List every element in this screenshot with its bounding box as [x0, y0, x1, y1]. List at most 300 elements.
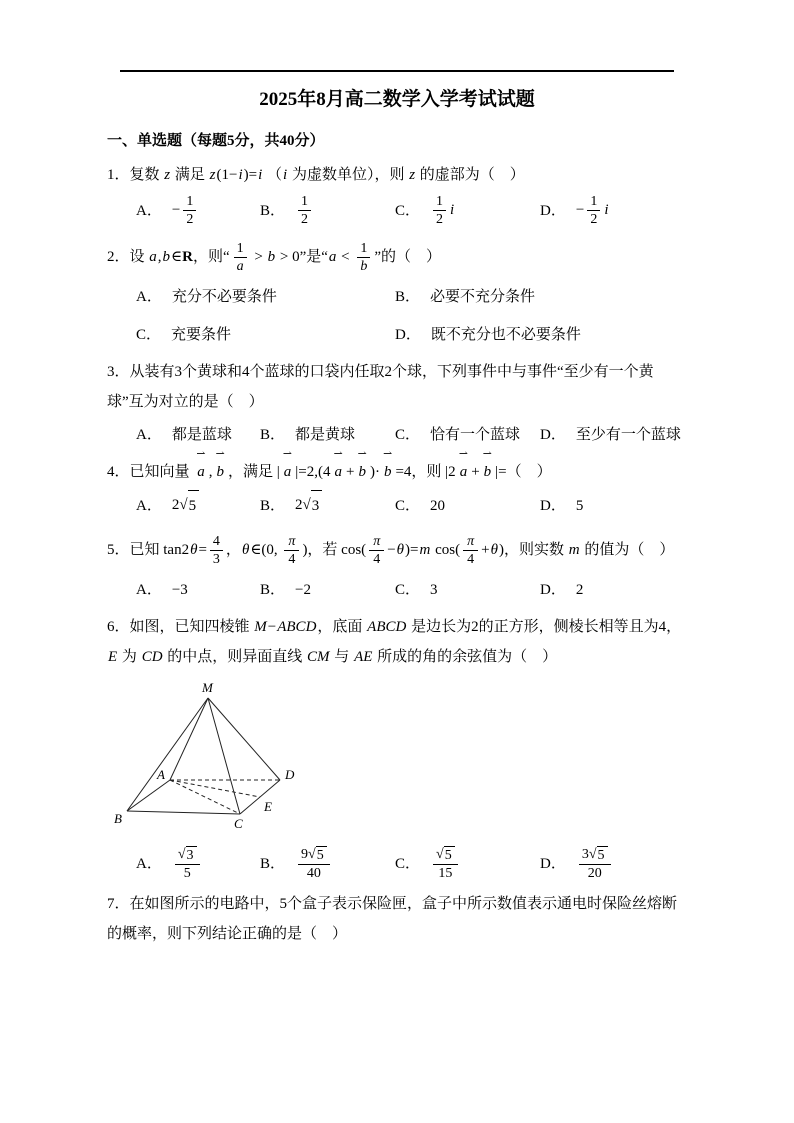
option-label: C． [395, 427, 421, 443]
math-variable: AE [354, 649, 373, 665]
option-value [430, 575, 438, 605]
fraction-numerator [234, 240, 247, 258]
math-variable: b [383, 464, 392, 480]
math-variable: θ [190, 542, 198, 558]
option-value [295, 420, 355, 450]
text-run: 1 [436, 194, 444, 209]
question-3-option-b [260, 420, 395, 450]
option-label: B． [260, 856, 286, 872]
question-6-option-c [395, 846, 540, 882]
square-root [303, 490, 323, 521]
fraction-numerator [369, 533, 384, 551]
text-run: )= [243, 167, 258, 183]
math-variable: i [238, 167, 243, 183]
fraction [433, 846, 458, 882]
text-run: 为虚数单位），则 [288, 167, 409, 183]
math-variable: b [483, 464, 492, 480]
text-run: 至少有一个蓝球 [575, 427, 681, 443]
option-label: C． [395, 582, 421, 598]
option-value [431, 320, 581, 350]
question-2-option-b [395, 282, 687, 312]
fraction [210, 533, 223, 568]
math-variable: b [358, 464, 366, 480]
question-2-options [107, 282, 687, 350]
question-4-option-b [260, 490, 395, 521]
text-run: 2．设 [107, 249, 149, 265]
math-variable: b [267, 249, 276, 265]
text-run: 6．如图，已知四棱锥 [107, 619, 254, 635]
text-run: 3 [430, 582, 438, 598]
vector-arrow-icon: ⇀ [333, 448, 343, 461]
text-run: 1 [301, 194, 309, 209]
radicand [597, 846, 608, 864]
option-label: D． [540, 497, 566, 514]
text-run: 既不充分也不必要条件 [430, 327, 581, 343]
text-run: 3 [212, 552, 220, 568]
fraction [183, 193, 196, 228]
text-run: cos( [431, 542, 461, 558]
question-2-option-d [395, 320, 687, 350]
text-run: > 0”是“ [276, 249, 328, 265]
option-value [576, 575, 584, 605]
option-value [171, 320, 231, 350]
math-variable: θ [490, 542, 498, 558]
square-root [308, 846, 327, 864]
text-run: 40 [306, 866, 321, 881]
option-value [430, 282, 535, 312]
math-variable: CD [141, 649, 163, 665]
fraction-numerator [183, 193, 196, 211]
text-run: 1．复数 [107, 167, 164, 183]
text-run: 1 [186, 194, 194, 209]
question-3-option-a [136, 420, 260, 450]
math-variable: z [164, 167, 171, 183]
question-5-option-a [136, 575, 260, 605]
vertex-label-e: E [264, 799, 272, 814]
text-run: )= [405, 542, 419, 558]
question-5-option-b [260, 575, 395, 605]
fraction [356, 240, 371, 275]
fraction-denominator [210, 551, 223, 568]
section-heading: 一、单选题（每题5分，共40分） [107, 133, 325, 149]
fraction [579, 846, 611, 882]
text-run: 2 [186, 212, 194, 227]
text-run: 20 [430, 497, 446, 514]
fraction [298, 193, 311, 228]
question-1-options [107, 193, 687, 228]
math-variable: i [258, 167, 263, 183]
question-6-options [107, 846, 687, 882]
text-run: 7．在如图所示的电路中，5个盒子表示保险匣，盒子中所示数值表示通电时保险丝熔断的概率，则下列结论正确的是（ ） [107, 896, 678, 942]
text-run: 4 [212, 534, 220, 550]
text-run: + [346, 464, 355, 480]
text-run: + [471, 464, 480, 480]
fraction-denominator [464, 551, 477, 568]
vector-arrow-icon: ⇀ [383, 448, 393, 461]
question-2-option-c [136, 320, 395, 350]
text-run: )，则实数 [498, 542, 568, 558]
vertex-label-m: M [202, 680, 213, 695]
radicand [444, 846, 455, 864]
option-label: B． [260, 427, 286, 443]
option-value [172, 490, 199, 521]
text-run: , [208, 464, 213, 480]
vertex-label-c: C [234, 816, 243, 831]
text-run: =4，则 |2 [395, 464, 456, 480]
radical-sign: √ [436, 847, 444, 862]
option-value [172, 282, 277, 312]
question-5-option-d [540, 575, 687, 605]
option-label: C． [395, 497, 421, 514]
text-run: 3 [581, 847, 589, 862]
vector-arrow-icon: ⇀ [215, 448, 225, 461]
fraction-denominator [435, 865, 455, 882]
math-variable: a [283, 464, 292, 480]
text-run: 必要不充分条件 [430, 289, 536, 305]
math-variable: a [197, 464, 205, 480]
fraction-numerator [175, 846, 200, 865]
fraction [298, 846, 330, 882]
math-variable: ABCD [367, 619, 407, 635]
question-3-options [107, 420, 687, 450]
math-variable: m [419, 542, 431, 558]
fraction-numerator [298, 193, 311, 211]
option-label: A． [136, 289, 162, 305]
text-run: 1 [236, 241, 244, 257]
text-run: − [171, 201, 181, 218]
fraction [433, 193, 446, 228]
question-1-option-c [395, 193, 540, 228]
radicand [188, 490, 200, 521]
square-root [436, 846, 455, 864]
text-run: )，若 cos( [302, 542, 367, 558]
fraction [175, 846, 200, 882]
text-run: (1− [216, 167, 238, 183]
option-value [430, 846, 461, 882]
option-value [172, 575, 188, 605]
text-run: −2 [295, 582, 311, 598]
question-1-stem [107, 160, 687, 190]
text-run: |=2, [295, 464, 318, 480]
text-run: −3 [171, 582, 188, 598]
question-7-stem [107, 889, 687, 949]
option-label: C． [395, 856, 421, 872]
vector [356, 448, 368, 487]
math-variable: π [373, 534, 381, 550]
text-run: 都是黄球 [295, 427, 356, 443]
question-3-option-d [540, 420, 687, 450]
vector-arrow-icon: ⇀ [458, 448, 469, 461]
text-run: 3 [311, 498, 320, 514]
math-variable: b [360, 259, 368, 275]
text-run: ∈ [250, 542, 262, 558]
option-label: B． [260, 497, 286, 514]
fraction-denominator [585, 865, 605, 882]
math-variable: M [254, 619, 267, 635]
text-run: （ [263, 167, 283, 183]
text-run: ”的（ ） [374, 249, 442, 265]
text-run: 为 [118, 649, 141, 665]
vector [215, 448, 227, 487]
text-run: 5．已知 tan2 [107, 542, 190, 558]
math-variable: θ [241, 542, 250, 558]
text-run: − [575, 201, 585, 218]
text-run: 5 [597, 848, 605, 863]
question-4-option-c [395, 491, 540, 521]
option-value [430, 420, 520, 450]
fraction [369, 533, 384, 568]
fraction-numerator [284, 533, 299, 551]
fraction [463, 533, 478, 568]
option-label: A． [136, 856, 162, 872]
math-set-symbol: R [182, 249, 193, 265]
question-1-option-b [260, 193, 395, 228]
text-run: 4 [373, 552, 381, 568]
math-variable: b [162, 249, 171, 265]
vector-arrow-icon: ⇀ [196, 448, 206, 461]
question-5-option-c [395, 575, 540, 605]
text-run: ，满足 | [228, 464, 280, 480]
square-root [178, 846, 197, 864]
option-label: C． [395, 202, 421, 219]
vector [333, 448, 345, 487]
question-3-option-c [395, 420, 540, 450]
question-4-stem [107, 448, 687, 487]
option-label: A． [136, 582, 162, 598]
text-run: 与 [330, 649, 354, 665]
text-run: 所成的角的余弦值为（ ） [373, 649, 558, 665]
question-6-option-a [136, 846, 260, 882]
header-rule [120, 70, 674, 72]
text-run: (4 [318, 464, 331, 480]
radicand [316, 846, 327, 864]
radical-sign: √ [179, 497, 188, 513]
text-run: 2 [295, 497, 303, 513]
text-run: 5 [444, 848, 452, 863]
option-label: A． [136, 202, 162, 219]
option-value [295, 490, 322, 521]
text-run: 3．从装有3个黄球和4个蓝球的口袋内任取2个球，下列事件中与事件“至少有一个黄球”互为对立的是（ ） [107, 364, 654, 410]
vector-arrow-icon: ⇀ [357, 448, 367, 461]
math-variable: m [568, 542, 580, 558]
vector [282, 448, 294, 487]
vertex-label-d: D [285, 767, 295, 782]
math-variable: z [209, 167, 216, 183]
text-run: )· [369, 464, 380, 480]
fraction [233, 240, 248, 275]
radical-sign: √ [308, 847, 316, 862]
text-run: 9 [301, 847, 309, 862]
question-5-options [107, 575, 687, 605]
vertex-label-a: A [157, 767, 165, 782]
math-variable: π [288, 534, 296, 550]
text-run: ，则“ [192, 249, 230, 265]
option-label: B． [260, 582, 286, 598]
question-1-option-d [540, 193, 687, 228]
fraction-denominator [370, 551, 383, 568]
text-run: + [481, 542, 490, 558]
vector [458, 448, 470, 487]
text-run: = [198, 542, 207, 558]
text-run: 15 [438, 866, 453, 881]
vector-arrow-icon: ⇀ [482, 448, 493, 461]
math-variable: i [450, 201, 455, 218]
fraction-denominator [298, 211, 311, 228]
option-value [430, 193, 455, 228]
text-run: 4 [467, 552, 475, 568]
text-run: 的虚部为（ ） [416, 167, 525, 183]
text-run: ，底面 [317, 619, 367, 635]
option-label: D． [395, 327, 421, 343]
text-run: 2 [436, 212, 444, 227]
text-run: 2 [575, 582, 584, 598]
fraction [284, 533, 299, 568]
vector [382, 448, 394, 487]
fraction-numerator [298, 846, 330, 865]
vector [482, 448, 494, 487]
text-run: 2 [171, 497, 180, 513]
option-value [172, 846, 203, 882]
option-value [576, 846, 614, 882]
text-run: (0, [261, 542, 282, 558]
text-run: 5 [575, 497, 584, 514]
question-6-figure [113, 680, 687, 843]
question-4-option-d [540, 491, 687, 521]
text-run: ∈ [171, 249, 183, 265]
math-variable: ABCD [277, 619, 317, 635]
option-label: D． [540, 856, 566, 872]
math-variable: a [334, 464, 342, 480]
option-label: D． [540, 582, 566, 598]
fraction-numerator [433, 193, 446, 211]
math-variable: a [459, 464, 468, 480]
math-variable: i [283, 167, 288, 183]
option-value [576, 193, 610, 228]
text-run: 3 [186, 848, 194, 863]
text-run: − [267, 619, 277, 635]
option-value [172, 193, 199, 228]
text-run: 5 [183, 866, 191, 881]
question-3-stem [107, 357, 687, 417]
fraction-numerator [587, 193, 600, 211]
text-run: 20 [587, 866, 602, 881]
text-run: 充分不必要条件 [171, 289, 277, 305]
document-title: 2025年8月高二数学入学考试试题 [259, 89, 535, 110]
text-run: 1 [360, 241, 368, 257]
question-6-option-d [540, 846, 687, 882]
text-run: 5 [188, 498, 197, 514]
option-value [172, 420, 232, 450]
fraction-numerator [357, 240, 370, 258]
text-run: 2 [301, 212, 309, 227]
math-variable: a [236, 259, 244, 275]
math-variable: a [328, 249, 337, 265]
fraction-numerator [210, 533, 223, 551]
text-run: 的值为（ ） [580, 542, 675, 558]
question-1-option-a [136, 193, 260, 228]
text-run: > [250, 249, 267, 265]
math-variable: a [149, 249, 157, 265]
radicand [311, 490, 323, 521]
radical-sign: √ [177, 847, 186, 862]
vector-arrow-icon: ⇀ [282, 448, 293, 461]
fraction-denominator [356, 258, 371, 275]
radical-sign: √ [588, 847, 597, 862]
option-value [295, 846, 333, 882]
option-label: A． [136, 497, 162, 514]
vector [195, 448, 207, 487]
option-value [295, 193, 314, 228]
math-variable: θ [396, 542, 405, 558]
fraction-denominator [183, 211, 196, 228]
option-label: B． [260, 202, 286, 219]
question-2-option-a [136, 282, 395, 312]
square-root [179, 490, 199, 521]
text-run: 是边长为2的正方形，侧棱长相等且为4， [407, 619, 682, 635]
math-variable: b [216, 464, 225, 480]
text-run: 2 [590, 212, 598, 227]
math-variable: i [604, 201, 609, 218]
vertex-label-b: B [114, 811, 122, 826]
text-run: |=（ ） [495, 464, 552, 480]
question-6-stem [107, 612, 687, 672]
radicand [186, 846, 197, 864]
square-root [589, 846, 608, 864]
fraction-numerator [463, 533, 478, 551]
fraction-denominator [285, 551, 298, 568]
math-variable: z [409, 167, 416, 183]
option-label: B． [395, 289, 421, 305]
option-label: C． [136, 327, 162, 343]
pyramid-diagram [113, 680, 313, 838]
option-value [576, 420, 681, 450]
text-run: 满足 [171, 167, 209, 183]
fraction-denominator [181, 865, 194, 882]
text-run: , [157, 249, 162, 265]
question-4-options [107, 490, 687, 521]
text-run: 1 [590, 194, 598, 209]
text-run: 都是蓝球 [171, 427, 232, 443]
fraction [587, 193, 600, 228]
option-label: A． [136, 427, 162, 443]
option-value [295, 575, 311, 605]
option-label: D． [540, 427, 566, 443]
text-run: 充要条件 [171, 327, 232, 343]
text-run: 5 [316, 848, 324, 863]
text-run: 恰有一个蓝球 [430, 427, 521, 443]
math-variable: E [108, 649, 118, 665]
fraction-numerator [433, 846, 458, 865]
question-4-option-a [136, 490, 260, 521]
text-run: < [337, 249, 354, 265]
text-run: 4 [288, 552, 296, 568]
fraction-denominator [233, 258, 248, 275]
math-variable: CM [307, 649, 330, 665]
text-run: 4．已知向量 [107, 464, 194, 480]
text-run: − [387, 542, 396, 558]
option-value [430, 491, 445, 521]
question-2-stem [107, 235, 687, 279]
text-run: 的中点，则异面直线 [163, 649, 307, 665]
fraction-denominator [587, 211, 600, 228]
math-variable: π [467, 534, 475, 550]
option-label: D． [540, 202, 566, 219]
fraction-denominator [304, 865, 324, 882]
question-5-stem [107, 528, 687, 572]
fraction-denominator [433, 211, 446, 228]
radical-sign: √ [302, 497, 311, 513]
question-6-option-b [260, 846, 395, 882]
